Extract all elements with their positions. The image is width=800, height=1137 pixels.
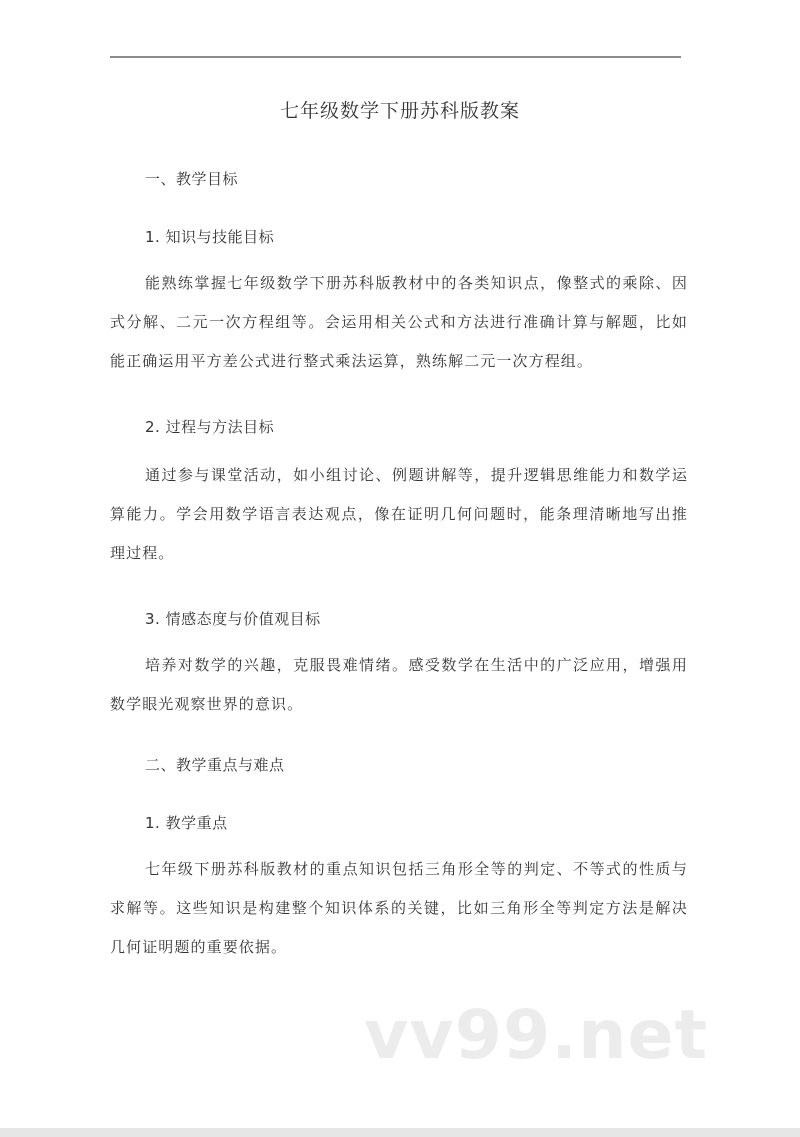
- subsection-heading-attitude: 3. 情感态度与价值观目标: [145, 610, 321, 628]
- subsection-heading-knowledge: 1. 知识与技能目标: [145, 228, 275, 246]
- document-title: 七年级数学下册苏科版教案: [279, 100, 520, 122]
- section-heading-key-points: 二、教学重点与难点: [145, 756, 285, 774]
- subsection-heading-teaching-focus: 1. 教学重点: [145, 814, 228, 832]
- subsection-heading-process: 2. 过程与方法目标: [145, 418, 275, 436]
- section-heading-objectives: 一、教学目标: [145, 170, 239, 188]
- paragraph-knowledge: 能熟练掌握七年级数学下册苏科版教材中的各类知识点，像整式的乘除、因式分解、二元一次方程组等。会运用相关公式和方法进行准确计算与解题，比如能正确运用平方差公式进行整式乘法运算，熟练解二元一次方程组。: [110, 274, 688, 370]
- page-bottom-edge: [0, 1128, 800, 1137]
- watermark: vv99.net: [364, 996, 709, 1075]
- header-rule: [110, 56, 681, 58]
- paragraph-process: 通过参与课堂活动，如小组讨论、例题讲解等，提升逻辑思维能力和数学运算能力。学会用数学语言表达观点，像在证明几何问题时，能条理清晰地写出推理过程。: [110, 466, 688, 562]
- paragraph-teaching-focus: 七年级下册苏科版教材的重点知识包括三角形全等的判定、不等式的性质与求解等。这些知识是构建整个知识体系的关键，比如三角形全等判定方法是解决几何证明题的重要依据。: [110, 860, 688, 956]
- paragraph-attitude: 培养对数学的兴趣，克服畏难情绪。感受数学在生活中的广泛应用，增强用数学眼光观察世界的意识。: [110, 656, 688, 713]
